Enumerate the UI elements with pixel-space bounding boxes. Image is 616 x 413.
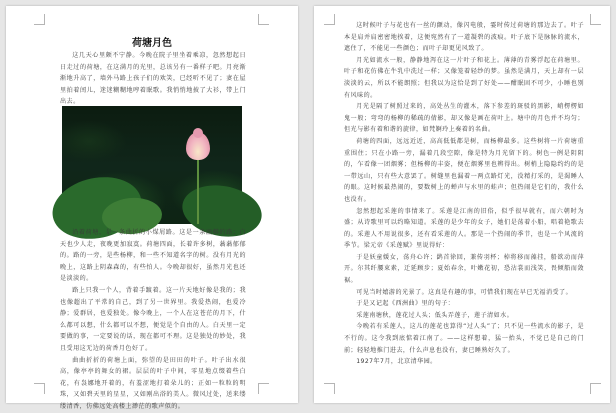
crop-mark <box>258 383 269 394</box>
paragraph: 沿着荷塘，是一条曲折的小煤屑路。这是一条幽僻的路；白天也少人走，夜晚更加寂寞。荷塘四面，长着许多树，蓊蓊郁郁的。路的一旁，是些杨柳，和一些不知道名字的树。没有月光的晚上，这路上阴森森的，有些怕人。今晚却很好，虽然月光也还是淡淡的。 <box>60 229 246 283</box>
paragraph: 这几天心里颇不宁静。今晚在院子里坐着乘凉，忽然想起日日走过的荷塘，在这满月的光里，总该另有一番样子吧。月亮渐渐地升高了，墙外马路上孩子们的欢笑，已经听不见了；妻在屋里拍着闰儿，迷迷糊糊地哼着眠歌。我悄悄地披了大衫，带上门出去。 <box>60 52 246 106</box>
lotus-photo <box>62 106 242 224</box>
paragraph: 月光如流水一般，静静地泻在这一片叶子和花上。薄薄的青雾浮起在荷塘里。叶子和花仿佛在牛乳中洗过一样；又像笼着轻纱的梦。虽然是满月，天上却有一层淡淡的云，所以不能朗照；但我以为这恰是到了好处——酣眠固不可少，小睡也别有风味的。 <box>344 56 584 99</box>
paragraph: 今晚若有采莲人，这儿的莲花也算得“过人头”了；只不见一些流水的影子，是不行的。这令我到底惦着江南了。——这样想着，猛一抬头，不觉已是自己的门前；轻轻地推门进去，什么声息也没有，妻已睡熟好久了。 <box>344 323 584 354</box>
paragraph: 于是妖童媛女，荡舟心许；鹢首徐回，兼传羽杯；棹将移而藻挂，船欲动而萍开。尔其纤腰束素，迁延顾步；夏始春余，叶嫩花初，恐沾裳而浅笑，畏倾船而敛裾。 <box>344 253 584 285</box>
paragraph: 荷塘的四面，远远近近，高高低低都是树，而杨柳最多。这些树将一片荷塘重重围住；只在小路一旁，漏着几段空隙，像是特为月光留下的。树色一例是阴阴的，乍看像一团烟雾；但杨柳的丰姿，便在烟雾里也辨得出。树梢上隐隐约约的是一带远山，只有些大意罢了。树缝里也漏着一两点路灯光，没精打采的，是渴睡人的眼。这时候最热闹的，要数树上的蝉声与水里的蛙声；但热闹是它们的，我什么也没有。 <box>344 137 584 203</box>
paragraph: 这时候叶子与花也有一丝的颤动，像闪电般，霎时传过荷塘的那边去了。叶子本是肩并肩密密地挨着，这便宛然有了一道凝碧的波痕。叶子底下是脉脉的流水，遮住了，不能见一些颜色；而叶子却更见风致了。 <box>344 22 584 53</box>
document-page-left <box>6 6 298 410</box>
document-page-right <box>314 6 610 403</box>
paragraph: 可见当时嬉游的光景了。这真是有趣的事，可惜我们现在早已无福消受了。 <box>356 288 573 296</box>
intro-text <box>60 50 246 104</box>
document-title: 荷塘月色 <box>132 38 172 49</box>
paragraph: 忽然想起采莲的事情来了。采莲是江南的旧俗，似乎很早就有，而六朝时为盛；从诗歌里可以约略知道。采莲的是少年的女子，她们是荡着小船，唱着艳歌去的。采莲人不用说很多，还有看采莲的人。那是一个热闹的季节，也是一个风流的季节。梁元帝《采莲赋》里说得好： <box>344 207 584 250</box>
paragraph: 曲曲折折的荷塘上面，弥望的是田田的叶子。叶子出水很高，像亭亭的舞女的裙。层层的叶子中间，零星地点缀着些白花，有袅娜地开着的，有羞涩地打着朵儿的；正如一粒粒的明珠，又如碧天里的星星，又如刚出浴的美人。微风过处，送来缕缕清香，仿佛远处高楼上渺茫的歌声似的。 <box>60 356 246 410</box>
paragraph: 路上只我一个人，背着手踱着。这一片天地好像是我的；我也像超出了平常的自己，到了另一世界里。我爱热闹，也爱冷静；爱群居，也爱独处。像今晚上，一个人在这苍茫的月下，什么都可以想，什么都可以不想，便觉是个自由的人。白天里一定要做的事，一定要说的话，现在都可不理。这是独处的妙处，我且受用这无边的荷香月色好了。 <box>60 286 246 352</box>
body-text-left <box>60 227 246 410</box>
crop-mark <box>34 383 45 394</box>
crop-mark <box>324 14 335 25</box>
crop-mark <box>34 14 45 25</box>
crop-mark <box>590 14 601 25</box>
body-text-right <box>344 20 584 390</box>
paragraph: 采莲南塘秋，莲花过人头；低头弄莲子，莲子清如水。 <box>356 311 514 319</box>
crop-mark <box>258 14 269 25</box>
crop-mark <box>590 383 601 394</box>
paragraph: 月光是隔了树照过来的，高处丛生的灌木，落下参差的斑驳的黑影，峭楞楞如鬼一般；弯弯的杨柳的稀疏的倩影，却又像是画在荷叶上。塘中的月色并不均匀；但光与影有着和谐的旋律，如梵婀玲上奏着的名曲。 <box>344 103 584 134</box>
crop-mark <box>324 383 335 394</box>
paragraph: 于是又记起《西洲曲》里的句子： <box>356 300 455 308</box>
date-line: 1927年7月，北京清华园。 <box>356 358 437 366</box>
